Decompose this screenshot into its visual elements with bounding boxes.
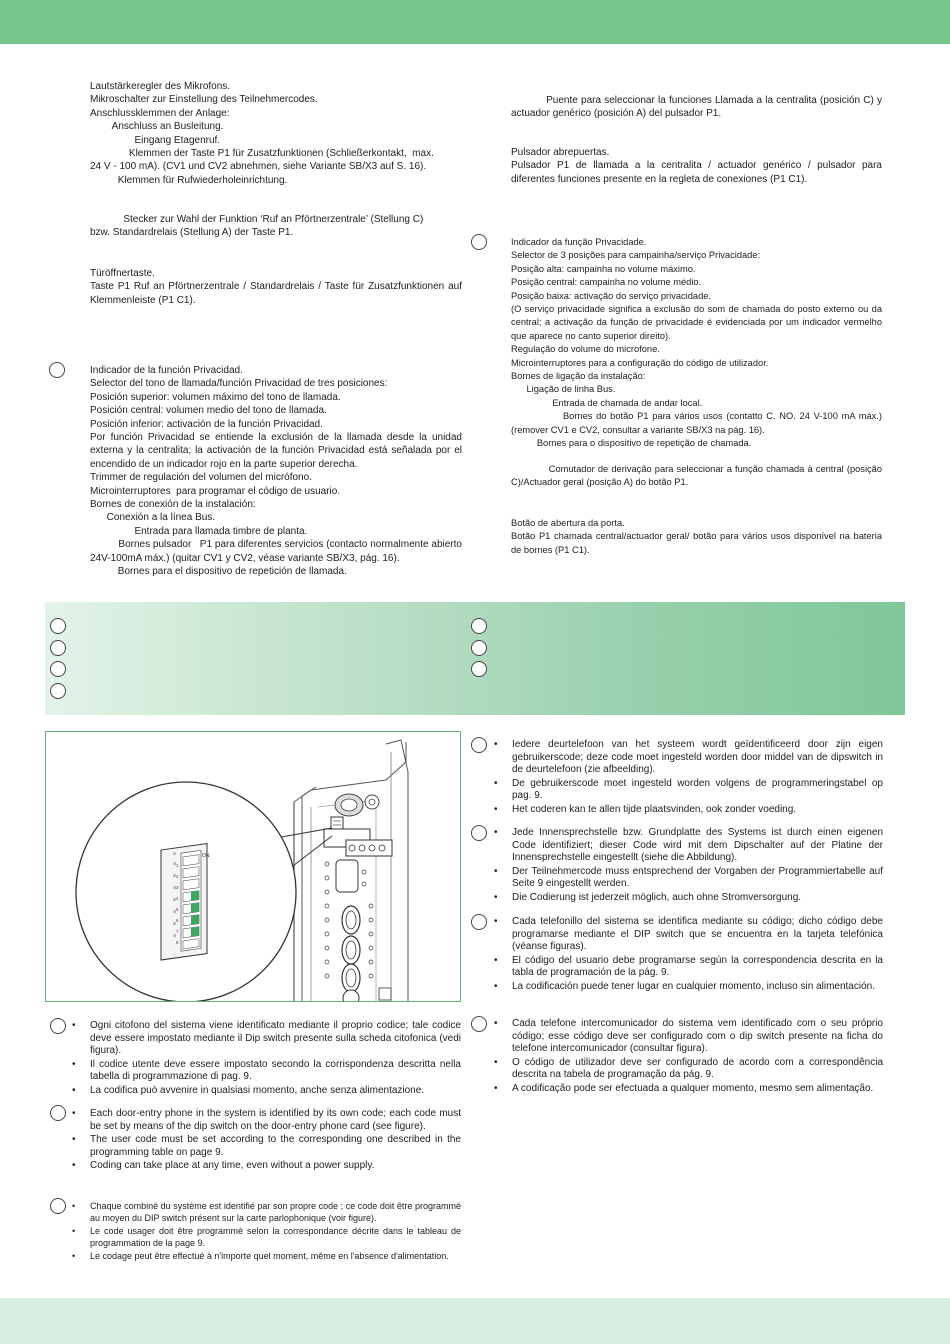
list-item: • Cada telefone intercomunicador do sistema vem identificado com o seu próprio código; esse código deve ser configurado com o dip switch presente na ficha do telefone intercomunicador (consultar figura). [490, 1018, 883, 1056]
dip-number: 1 [176, 863, 179, 868]
text-line: Ligação de linha Bus. [511, 384, 616, 395]
list-item: • Ogni citofono del sistema viene identificato mediante il proprio codice; tale codice deve essere impostato mediante il Dip switch presente sulla scheda citofonica (vedi figura). [68, 1020, 461, 1058]
text-line: bzw. Standardrelais (Stellung A) der Taste P1. [90, 227, 294, 239]
dip-switch-figure [45, 731, 461, 1002]
language-marker-circle [50, 1198, 66, 1214]
language-marker-circle [471, 234, 487, 250]
es-switch-text [511, 94, 885, 121]
text-line: Entrada de chamada de andar local. [511, 397, 703, 408]
list-item: • Le code usager doit être programmé selon la correspondance décrite dans le tableau de programmation de la page 9. [68, 1225, 461, 1249]
text-line: Posición central: volumen medio del tono de llamada. [90, 405, 327, 417]
list-item: • La codificación puede tener lugar en cualquier momento, incluso sin alimentación. [490, 981, 883, 994]
text-paragraph: Comutador de derivação para seleccionar a função chamada à central (posição C)/Actuador geral (posição A) do botão P1. [511, 464, 885, 488]
text-line: Botão de abertura da porta. [511, 518, 625, 528]
pt-components-list [511, 236, 885, 451]
list-item: • De gebruikerscode moet ingesteld worden volgens de programmeringstabel op pag. 9. [490, 778, 883, 803]
language-marker-circle [471, 825, 487, 841]
fr-coding-section [68, 1200, 461, 1263]
language-marker-circle [50, 640, 66, 656]
text-line: Türöffnertaste. [90, 268, 155, 279]
language-marker-circle [471, 618, 487, 634]
text-line: Bornes de conexión de la instalación: [90, 499, 256, 511]
language-marker-circle [50, 661, 66, 677]
dip-number: 2 [176, 874, 179, 879]
text-paragraph: (O serviço privacidade significa a exclusão do som de chamada do posto externo ou da central; a activação da função de privacidade é evidenciada por um indicador vermelho que aparece no canto superior direito). [511, 304, 882, 341]
text-line: Conexión a la línea Bus. [90, 512, 216, 524]
text-paragraph: Puente para seleccionar la funciones Llamada a la centralita (posición C) y actuador genérico (posición A) del pulsador P1. [511, 95, 885, 120]
text-line: Klemmen für Rufwiederholeinrichtung. [90, 174, 288, 186]
text-line: Selector de 3 posições para campainha/serviço Privacidade: [511, 250, 761, 261]
header-bar [0, 0, 950, 44]
text-line: Selector del tono de llamada/función Privacidad de tres posiciones: [90, 378, 388, 390]
text-line: Indicador de la función Privacidad. [90, 365, 243, 376]
list-item: • A codificação pode ser efectuada a qualquer momento, mesmo sem alimentação. [490, 1083, 883, 1096]
dip-on-label: ON [202, 853, 210, 859]
language-marker-circle [50, 618, 66, 634]
pt-door-button-text [511, 517, 882, 557]
it-coding-section [68, 1020, 461, 1099]
language-marker-circle [471, 640, 487, 656]
language-marker-circle [471, 914, 487, 930]
text-paragraph: Bornes pulsador P1 para diferentes servicios (contacto normalmente abierto 24V-100mA máx.) (quitar CV1 y CV2, véase variante SB/X3, pág. 16). [90, 539, 465, 564]
list-item: • Jede Innensprechstelle bzw. Grundplatte des Systems ist durch einen eigenen Code identifiziert; dieser Code wird mit dem Dipschalter auf der Platine der Innensprechstelle eingestellt (siehe die Abbildung). [490, 827, 883, 865]
text-line: Mikroschalter zur Einstellung des Teilnehmercodes. [90, 94, 318, 106]
text-line: Bornes para o dispositivo de repetição de chamada. [511, 438, 752, 449]
text-line: Bornes de ligação da instalação: [511, 371, 646, 382]
text-line: Anschlussklemmen der Anlage: [90, 107, 230, 119]
text-line: Posição central: campainha no volume médio. [511, 277, 702, 288]
list-item: • The user code must be set according to the corresponding one described in the programming table on page 9. [68, 1134, 461, 1159]
list-item: • Il codice utente deve essere impostato secondo la corrispondenza descritta nella tabella di programmazione di pag. 9. [68, 1059, 461, 1084]
de-switch-text [90, 213, 462, 240]
language-marker-circle [471, 737, 487, 753]
text-paragraph: Taste P1 Ruf an Pförtnerzentrale / Standardrelais / Taste für Zusatzfunktionen auf Klemmenleiste (P1 C1). [90, 281, 462, 306]
es-door-button-text [511, 146, 882, 186]
list-item: • Cada telefonillo del sistema se identifica mediante su código; dicho código debe programarse mediante el DIP switch que se encuentra en la tarjeta telefónica (véanse figuras). [490, 916, 883, 954]
text-line: Microinterruptores para programar el código de usuario. [90, 485, 341, 497]
text-line: Entrada para llamada timbre de planta. [90, 525, 308, 537]
language-marker-circle [49, 362, 65, 378]
de-components-list [90, 80, 462, 187]
text-line: Trimmer de regulación del volumen del micrófono. [90, 472, 312, 484]
language-marker-circle [471, 1016, 487, 1032]
dip-number: 6 [176, 918, 179, 923]
list-item: • Die Codierung ist jederzeit möglich, auch ohne Stromversorgung. [490, 892, 883, 905]
text-paragraph: Pulsador P1 de llamada a la centralita / actuador genérico / pulsador para diferentes funciones presente en la regleta de conexiones (P1 C1). [511, 160, 882, 185]
dip-number: 7 [176, 929, 179, 934]
text-line: Anschluss an Busleitung. [90, 121, 224, 133]
list-item: • O código de utilizador deve ser configurado de acordo com a correspondência descrita na tabela de programação da pág. 9. [490, 1057, 883, 1082]
list-item: • La codifica può avvenire in qualsiasi momento, anche senza alimentazione. [68, 1085, 461, 1098]
list-item: • Het coderen kan te allen tijde plaatsvinden, ook zonder voeding. [490, 804, 883, 817]
text-line: Indicador da função Privacidade. [511, 237, 647, 247]
text-line: Klemmen der Taste P1 für Zusatzfunktionen (Schließerkontakt, max. [90, 148, 434, 160]
text-paragraph: Botão P1 chamada central/actuador geral/ botão para vários usos disponível na bateria de bornes (P1 C1). [511, 531, 882, 555]
pt-switch-text [511, 463, 885, 490]
text-paragraph: Por función Privacidad se entiende la exclusión de la llamada desde la unidad externa y la centralita; la activación de la función Privacidad está señalada por el encendido de un indicador rojo en la parte superior derecha. [90, 432, 462, 470]
list-item: • Le codage peut être effectué à n'importe quel moment, même en l'absence d'alimentation. [68, 1250, 461, 1262]
text-line: Regulação do volume do microfone. [511, 344, 660, 355]
text-line: Eingang Etagenruf. [90, 134, 221, 146]
text-line: Bornes para el dispositivo de repetición de llamada. [90, 566, 347, 578]
text-line: Pulsador abrepuertas. [511, 147, 610, 158]
pt-coding-section [490, 1018, 883, 1097]
en-coding-section [68, 1108, 461, 1174]
de-coding-section [490, 827, 883, 906]
list-item: • Coding can take place at any time, even without a power supply. [68, 1160, 461, 1173]
dip-number: 3 [176, 885, 179, 890]
list-item: • Der Teilnehmercode muss entsprechend der Vorgaben der Programmiertabelle auf Seite 9 eingestellt werden. [490, 866, 883, 891]
language-marker-circle [471, 661, 487, 677]
list-item: • Each door-entry phone in the system is identified by its own code; each code must be set by means of the dip switch on the door-entry phone card (see figure). [68, 1108, 461, 1133]
text-line: Lautstärkeregler des Mikrofons. [90, 81, 231, 92]
text-line: Microinterruptores para a configuração do código de utilizador. [511, 357, 769, 368]
es-coding-section [490, 916, 883, 995]
es-components-list [90, 364, 465, 579]
text-line: Posición superior: volumen máximo del tono de llamada. [90, 391, 341, 403]
footer-bar [0, 1298, 950, 1344]
text-line: Posição baixa: activação do serviço privacidade. [511, 290, 711, 301]
list-item: • El código del usuario debe programarse según la correspondencia descrita en la tabla de programación de la pág. 9. [490, 955, 883, 980]
nl-coding-section [490, 739, 883, 818]
text-paragraph: Bornes do botão P1 para vários usos (contatto C. NO. 24 V-100 mA máx.) (remover CV1 e CV2, consultar a variante SB/X3 na pág. 16). [511, 411, 885, 435]
list-item: • Chaque combiné du système est identifié par son propre code ; ce code doit être programmé au moyen du DIP switch présent sur la carte parlophonique (voir figure). [68, 1200, 461, 1224]
dip-number: 8 [176, 940, 179, 945]
text-line: Posición inferior: activación de la función Privacidad. [90, 418, 323, 430]
language-marker-circle [50, 683, 66, 699]
dip-number: 5 [176, 907, 179, 912]
dip-number: 4 [176, 896, 179, 901]
text-line: Stecker zur Wahl der Funktion ‘Ruf an Pförtnerzentrale’ (Stellung C) [90, 214, 424, 225]
list-item: • Iedere deurtelefoon van het systeem wordt geïdentificeerd door zijn eigen gebruikerscode; deze code moet ingesteld worden door middel van de dipswitch in de deurtelefoon (zie afbeelding). [490, 739, 883, 777]
language-marker-circle [50, 1018, 66, 1034]
language-marker-circle [50, 1105, 66, 1121]
text-line: 24 V - 100 mA). (CV1 und CV2 abnehmen, siehe Variante SB/X3 auf S. 16). [90, 161, 427, 173]
phone-card-illustration [46, 732, 460, 1001]
de-door-button-text [90, 267, 462, 307]
text-line: Posição alta: campainha no volume máximo. [511, 263, 696, 274]
